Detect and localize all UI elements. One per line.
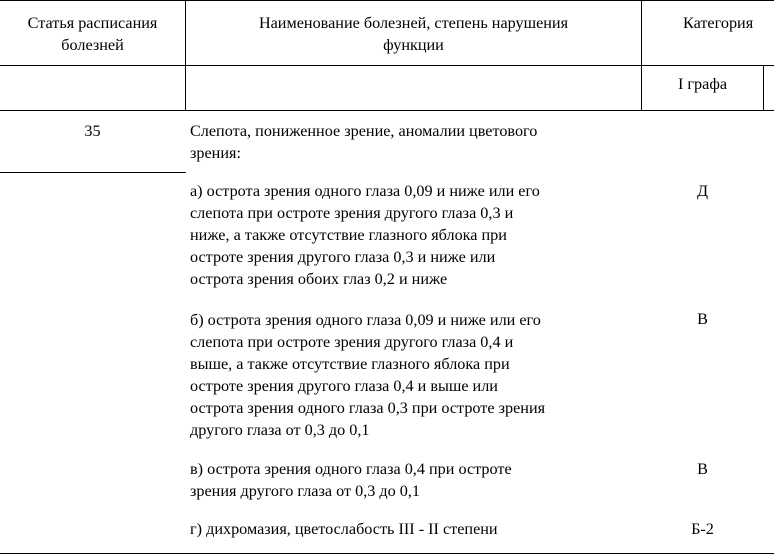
header-article: Статья расписания болезней — [27, 14, 158, 54]
header-bottom-border — [0, 110, 774, 111]
article-title: Слепота, пониженное зрение, аномалии цветового зрения: — [190, 122, 538, 162]
header-disease-name: Наименование болезней, степень нарушения функции — [258, 14, 569, 54]
header-graph-1: I графа — [677, 75, 728, 93]
table-top-border — [0, 0, 774, 1]
item-c-text: в) острота зрения одного глаза 0,4 при остроте зрения другого глаза от 0,3 до 0,1 — [190, 460, 512, 500]
item-a-text: а) острота зрения одного глаза 0,09 и ниже или его слепота при остроте зрения другого глаза 0,3 и ниже, а также отсутствие глазного яблока при остроте зрения другого глаза 0,3 и ниже или острота зрения обоих глаз 0,2 и ниже — [190, 182, 540, 288]
article-row-divider — [0, 172, 186, 173]
item-a-category: Д — [696, 182, 709, 200]
header-divider — [0, 65, 774, 66]
header-category: Категория — [683, 14, 754, 32]
table-bottom-border — [0, 553, 774, 554]
item-d-category: Б-2 — [691, 520, 714, 538]
item-c-category: В — [697, 460, 708, 478]
article-number: 35 — [84, 122, 101, 140]
item-d-text: г) дихромазия, цветослабость III - II степени — [190, 520, 498, 538]
item-b-text: б) острота зрения одного глаза 0,09 и ниже или его слепота при остроте зрения другого глаза 0,4 и выше, а также отсутствие глазного яблока при остроте зрения другого глаза 0,4 и выше или острота зрения одного глаза 0,3 при остроте зрения другого глаза от 0,3 до 0,1 — [190, 311, 546, 439]
column-divider-graph — [763, 65, 764, 110]
item-b-category: В — [697, 310, 708, 328]
